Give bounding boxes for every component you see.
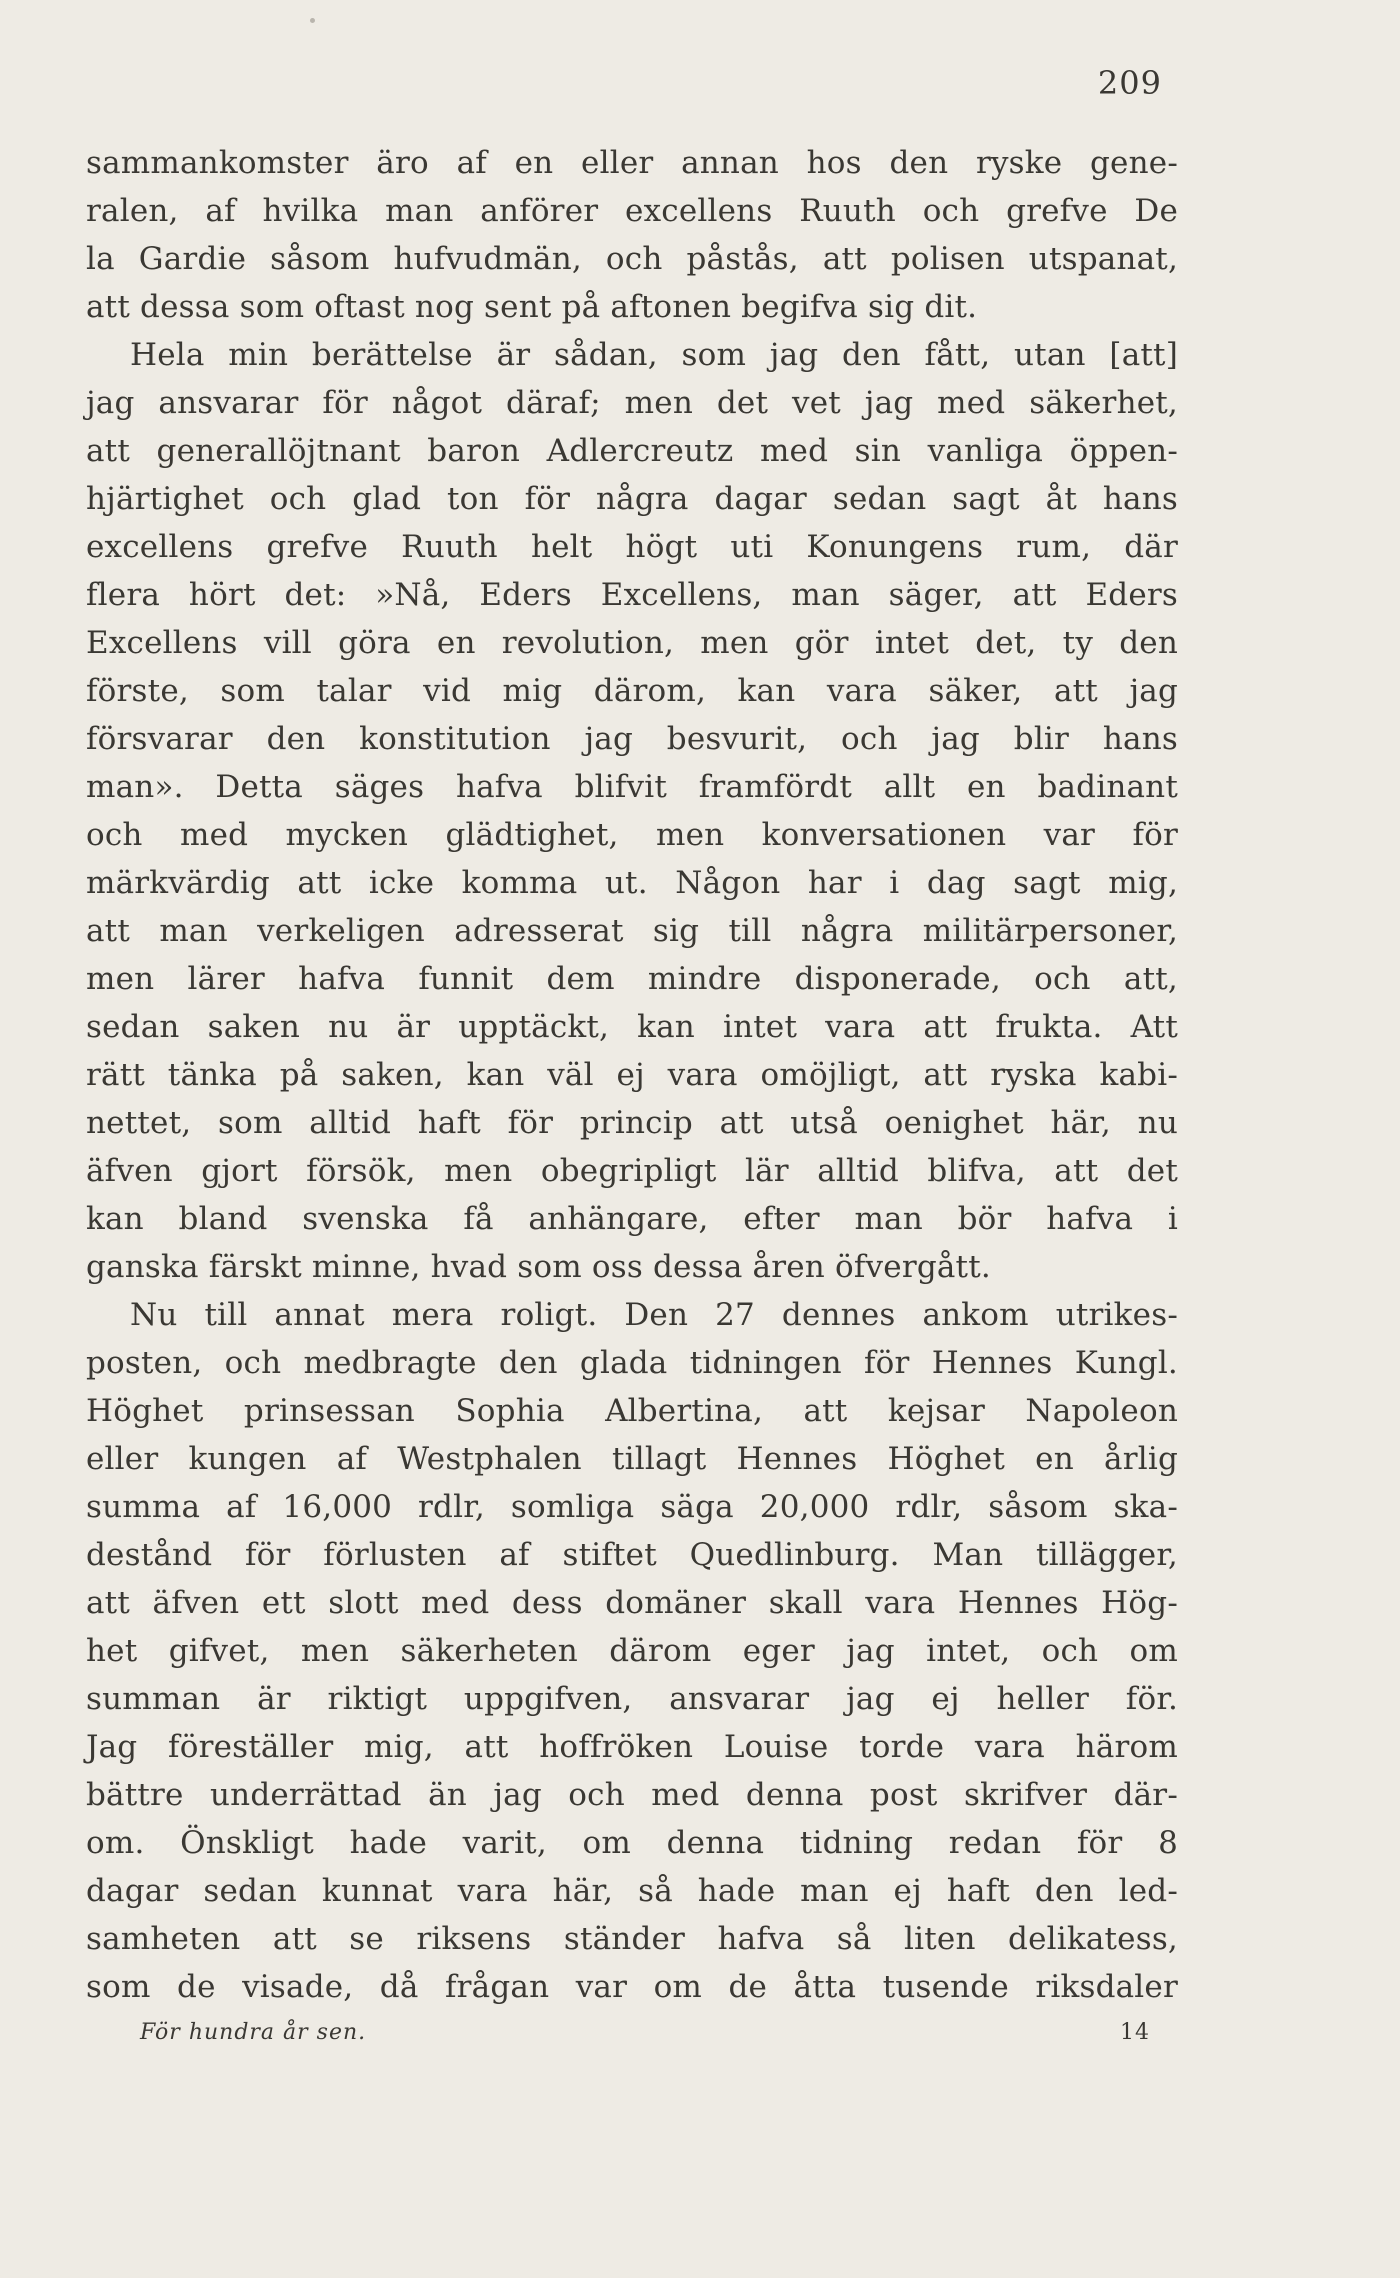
text-line: ganska färskt minne, hvad som oss dessa åren öfvergått.: [86, 1249, 991, 1285]
signature-mark: 14: [1120, 2020, 1150, 2045]
running-title: För hundra år sen.: [140, 2020, 367, 2045]
text-line: summa af 16,000 rdlr, somliga säga 20,000 rdlr, såsom ska-: [86, 1489, 1178, 1525]
text-line: om. Önskligt hade varit, om denna tidning redan för 8: [86, 1825, 1178, 1861]
body-text: [86, 139, 1178, 2011]
text-line: förste, som talar vid mig därom, kan vara säker, att jag: [86, 673, 1178, 709]
text-line: sedan saken nu är upptäckt, kan intet vara att frukta. Att: [86, 1009, 1178, 1045]
text-line: att dessa som oftast nog sent på aftonen begifva sig dit.: [86, 289, 978, 325]
page-number: 209: [1097, 64, 1162, 102]
text-line: rätt tänka på saken, kan väl ej vara omöjligt, att ryska kabi-: [86, 1057, 1178, 1093]
text-line: flera hört det: »Nå, Eders Excellens, man säger, att Eders: [86, 577, 1178, 613]
text-line: att man verkeligen adresserat sig till några militärpersoner,: [86, 913, 1178, 949]
text-line: Jag föreställer mig, att hoffröken Louise torde vara härom: [86, 1729, 1178, 1765]
paper-speck: [310, 18, 315, 23]
text-line: äfven gjort försök, men obegripligt lär alltid blifva, att det: [86, 1153, 1178, 1189]
text-line: samheten att se riksens ständer hafva så liten delikatess,: [86, 1921, 1178, 1957]
text-line: posten, och medbragte den glada tidningen för Hennes Kungl.: [86, 1345, 1178, 1381]
text-line: Excellens vill göra en revolution, men gör intet det, ty den: [86, 625, 1178, 661]
text-line: märkvärdig att icke komma ut. Någon har i dag sagt mig,: [86, 865, 1178, 901]
text-line: försvarar den konstitution jag besvurit, och jag blir hans: [86, 721, 1178, 757]
text-line: Hela min berättelse är sådan, som jag den fått, utan [att]: [130, 337, 1178, 373]
text-line: sammankomster äro af en eller annan hos den ryske gene-: [86, 145, 1178, 181]
text-line: nettet, som alltid haft för princip att utså oenighet här, nu: [86, 1105, 1178, 1141]
text-line: kan bland svenska få anhängare, efter man bör hafva i: [86, 1201, 1178, 1237]
text-line: man». Detta säges hafva blifvit framfördt allt en badinant: [86, 769, 1178, 805]
text-line: summan är riktigt uppgifven, ansvarar jag ej heller för.: [86, 1681, 1178, 1717]
text-line: bättre underrättad än jag och med denna post skrifver där-: [86, 1777, 1178, 1813]
text-line: Nu till annat mera roligt. Den 27 dennes ankom utrikes-: [130, 1297, 1178, 1333]
text-line: eller kungen af Westphalen tillagt Hennes Höghet en årlig: [86, 1441, 1178, 1477]
text-line: och med mycken glädtighet, men konversationen var för: [86, 817, 1178, 853]
text-line: la Gardie såsom hufvudmän, och påstås, att polisen utspanat,: [86, 241, 1178, 277]
text-line: men lärer hafva funnit dem mindre disponerade, och att,: [86, 961, 1178, 997]
text-line: jag ansvarar för något däraf; men det vet jag med säkerhet,: [86, 385, 1178, 421]
text-line: hjärtighet och glad ton för några dagar sedan sagt åt hans: [86, 481, 1178, 517]
text-line: het gifvet, men säkerheten därom eger jag intet, och om: [86, 1633, 1178, 1669]
text-line: excellens grefve Ruuth helt högt uti Konungens rum, där: [86, 529, 1178, 565]
text-line: att generallöjtnant baron Adlercreutz med sin vanliga öppen-: [86, 433, 1178, 469]
text-line: dagar sedan kunnat vara här, så hade man ej haft den led-: [86, 1873, 1178, 1909]
text-line: destånd för förlusten af stiftet Quedlinburg. Man tillägger,: [86, 1537, 1178, 1573]
text-line: Höghet prinsessan Sophia Albertina, att kejsar Napoleon: [86, 1393, 1178, 1429]
text-line: som de visade, då frågan var om de åtta tusende riksdaler: [86, 1969, 1178, 2005]
page-footer: [140, 2020, 1150, 2060]
text-line: ralen, af hvilka man anförer excellens Ruuth och grefve De: [86, 193, 1178, 229]
text-line: att äfven ett slott med dess domäner skall vara Hennes Hög-: [86, 1585, 1178, 1621]
